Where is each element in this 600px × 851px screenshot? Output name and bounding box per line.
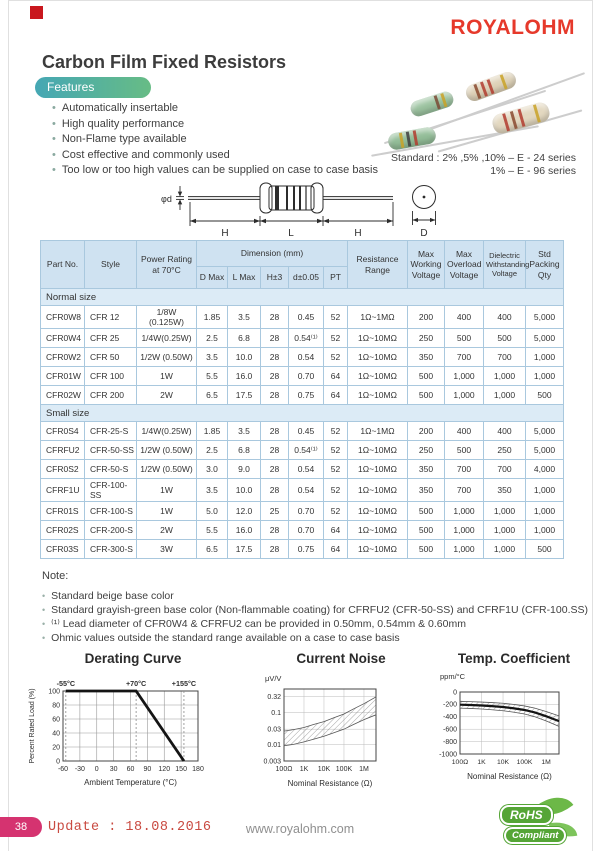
svg-text:90: 90 xyxy=(143,766,152,773)
table-cell: 1Ω~10MΩ xyxy=(348,386,408,405)
table-row xyxy=(41,479,564,502)
table-cell: CFR-300-S xyxy=(85,540,137,559)
col-style: Style xyxy=(85,241,137,289)
table-cell: 28 xyxy=(261,306,289,329)
table-cell: 1Ω~10MΩ xyxy=(348,329,408,348)
table-cell: 28 xyxy=(261,521,289,540)
table-cell: 28 xyxy=(261,479,289,502)
table-cell: 3.5 xyxy=(228,306,261,329)
svg-text:0: 0 xyxy=(56,758,60,766)
col-dimension: Dimension (mm) xyxy=(197,241,348,267)
table-cell: 1/4W(0.25W) xyxy=(137,329,197,348)
table-cell: CFR03S xyxy=(41,540,85,559)
table-cell: 500 xyxy=(408,386,445,405)
features-list xyxy=(52,101,378,179)
table-cell: 16.0 xyxy=(228,367,261,386)
table-cell: 1Ω~10MΩ xyxy=(348,502,408,521)
svg-text:60: 60 xyxy=(52,716,60,724)
table-cell: 5,000 xyxy=(526,306,564,329)
temp-coefficient-svg xyxy=(434,667,594,797)
table-cell: 1,000 xyxy=(445,540,484,559)
corner-red-square-icon xyxy=(30,6,43,19)
svg-text:-600: -600 xyxy=(442,726,457,734)
svg-text:1K: 1K xyxy=(477,759,486,766)
table-cell: 500 xyxy=(408,502,445,521)
table-cell: 400 xyxy=(445,422,484,441)
table-cell: 1/2W (0.50W) xyxy=(137,441,197,460)
table-section-normal-size xyxy=(41,289,564,306)
table-cell: 1Ω~10MΩ xyxy=(348,367,408,386)
derating-curve-svg xyxy=(24,667,242,797)
table-cell: CFR0S4 xyxy=(41,422,85,441)
svg-text:Percent Rated Load (%): Percent Rated Load (%) xyxy=(29,688,36,764)
table-cell: 0.70 xyxy=(289,502,324,521)
website-link[interactable]: www.royalohm.com xyxy=(245,822,355,836)
table-cell: 250 xyxy=(484,441,526,460)
label-h-left: H xyxy=(221,228,229,239)
table-cell: 6.8 xyxy=(228,329,261,348)
table-cell: 17.5 xyxy=(228,540,261,559)
svg-text:ppm/°C: ppm/°C xyxy=(440,672,466,681)
svg-text:μV/V: μV/V xyxy=(265,674,282,683)
spec-table xyxy=(40,240,564,559)
current-noise-svg xyxy=(255,667,427,797)
svg-text:1M: 1M xyxy=(359,766,369,773)
col-pt: PT xyxy=(324,267,348,289)
table-cell: 1,000 xyxy=(526,502,564,521)
table-cell: 52 xyxy=(324,422,348,441)
table-cell: 700 xyxy=(484,460,526,479)
table-cell: CFR02W xyxy=(41,386,85,405)
table-row xyxy=(41,521,564,540)
derating-curve-chart xyxy=(24,651,242,802)
chart-title-tempco: Temp. Coefficient xyxy=(457,651,571,666)
table-cell: 1,000 xyxy=(445,502,484,521)
table-cell: CFR0W8 xyxy=(41,306,85,329)
label-l: L xyxy=(288,228,294,239)
table-cell: 0.54 xyxy=(289,460,324,479)
table-cell: 5,000 xyxy=(526,329,564,348)
table-cell: 3.0 xyxy=(197,460,228,479)
table-cell: 500 xyxy=(526,386,564,405)
table-cell: 28 xyxy=(261,348,289,367)
page-number-badge: 38 xyxy=(0,817,42,837)
table-cell: 28 xyxy=(261,386,289,405)
svg-text:0: 0 xyxy=(453,689,457,697)
table-cell: 4,000 xyxy=(526,460,564,479)
table-cell: 64 xyxy=(324,521,348,540)
table-cell: 500 xyxy=(445,329,484,348)
table-cell: 1.85 xyxy=(197,306,228,329)
col-l-max: L Max xyxy=(228,267,261,289)
table-cell: 1,000 xyxy=(445,521,484,540)
table-cell: 350 xyxy=(408,479,445,502)
table-cell: 350 xyxy=(408,460,445,479)
svg-text:100: 100 xyxy=(48,688,60,696)
section-label: Small size xyxy=(41,405,564,422)
table-cell: 700 xyxy=(445,460,484,479)
table-cell: 52 xyxy=(324,479,348,502)
table-cell: 250 xyxy=(408,329,445,348)
table-cell: 1,000 xyxy=(526,367,564,386)
table-cell: 28 xyxy=(261,329,289,348)
table-cell: CFR 100 xyxy=(85,367,137,386)
table-cell: 64 xyxy=(324,540,348,559)
table-cell: 2.5 xyxy=(197,329,228,348)
table-cell: 0.54⁽¹⁾ xyxy=(289,329,324,348)
feature-item: • Non-Flame type available xyxy=(52,132,378,148)
table-cell: CFR0W4 xyxy=(41,329,85,348)
table-cell: 1Ω~10MΩ xyxy=(348,348,408,367)
table-cell: 400 xyxy=(484,422,526,441)
dimension-drawing xyxy=(150,178,450,240)
table-cell: 500 xyxy=(408,540,445,559)
note-list xyxy=(42,589,588,645)
features-badge: Features xyxy=(35,77,151,98)
col-dielectric: Dielectric Withstanding Voltage xyxy=(484,241,526,289)
table-row xyxy=(41,460,564,479)
table-cell: CFR0S2 xyxy=(41,460,85,479)
svg-text:150: 150 xyxy=(175,766,187,773)
note-item: • Standard grayish-green base color (Non-flammable coating) for CFRFU2 (CFR-50-SS) and CFRF1U (CFR-100.SS) xyxy=(42,603,588,617)
svg-text:-200: -200 xyxy=(442,701,457,709)
col-resistance-range: Resistance Range xyxy=(348,241,408,289)
table-cell: 10.0 xyxy=(228,348,261,367)
table-cell: 3.5 xyxy=(228,422,261,441)
col-h: H±3 xyxy=(261,267,289,289)
page-title: Carbon Film Fixed Resistors xyxy=(42,52,287,72)
svg-text:-1000: -1000 xyxy=(439,751,457,759)
label-h-right: H xyxy=(354,228,362,239)
current-noise-chart xyxy=(255,651,427,802)
table-cell: 200 xyxy=(408,422,445,441)
table-cell: 1,000 xyxy=(484,521,526,540)
table-cell: 1/4W(0.25W) xyxy=(137,422,197,441)
table-cell: 1,000 xyxy=(445,386,484,405)
table-cell: 2.5 xyxy=(197,441,228,460)
table-cell: CFRF1U xyxy=(41,479,85,502)
table-cell: 52 xyxy=(324,348,348,367)
table-cell: 500 xyxy=(445,441,484,460)
table-cell: 3W xyxy=(137,540,197,559)
table-row xyxy=(41,306,564,329)
table-cell: 0.54 xyxy=(289,479,324,502)
table-row xyxy=(41,422,564,441)
table-cell: 0.70 xyxy=(289,521,324,540)
svg-text:0.32: 0.32 xyxy=(267,693,281,701)
svg-text:180: 180 xyxy=(192,766,204,773)
section-label: Normal size xyxy=(41,289,564,306)
table-cell: 6.5 xyxy=(197,540,228,559)
feature-item: • Cost effective and commonly used xyxy=(52,148,378,164)
table-cell: 1W xyxy=(137,367,197,386)
table-cell: CFR 25 xyxy=(85,329,137,348)
standard-series-note xyxy=(391,152,576,178)
svg-text:0.03: 0.03 xyxy=(267,726,281,734)
table-cell: CFR 50 xyxy=(85,348,137,367)
table-cell: 52 xyxy=(324,502,348,521)
svg-text:Ambient Temperature (°C): Ambient Temperature (°C) xyxy=(84,778,177,787)
table-cell: 0.75 xyxy=(289,540,324,559)
svg-text:30: 30 xyxy=(109,766,118,773)
table-cell: CFR-100-SS xyxy=(85,479,137,502)
resistor-body-green xyxy=(409,90,456,119)
resistor-photo xyxy=(380,78,585,154)
table-cell: 0.70 xyxy=(289,367,324,386)
table-cell: 1,000 xyxy=(484,367,526,386)
table-cell: 1,000 xyxy=(526,348,564,367)
table-cell: 52 xyxy=(324,329,348,348)
table-row xyxy=(41,367,564,386)
table-cell: 5,000 xyxy=(526,441,564,460)
table-cell: 5,000 xyxy=(526,422,564,441)
table-cell: 1,000 xyxy=(484,386,526,405)
table-cell: 1.85 xyxy=(197,422,228,441)
table-cell: 350 xyxy=(408,348,445,367)
table-cell: CFR-25-S xyxy=(85,422,137,441)
table-cell: 1,000 xyxy=(445,367,484,386)
label-phi-d: φd xyxy=(161,194,172,204)
col-d-max: D Max xyxy=(197,267,228,289)
table-section-small-size xyxy=(41,405,564,422)
table-cell: 28 xyxy=(261,422,289,441)
table-cell: 1Ω~1MΩ xyxy=(348,306,408,329)
svg-text:0.01: 0.01 xyxy=(267,741,281,749)
svg-text:-30: -30 xyxy=(74,766,85,773)
table-cell: CFR-50-S xyxy=(85,460,137,479)
table-cell: CFR 200 xyxy=(85,386,137,405)
svg-text:100Ω: 100Ω xyxy=(275,766,293,773)
note-item: • ⁽¹⁾ Lead diameter of CFR0W4 & CFRFU2 can be provided in 0.50mm, 0.54mm & 0.60mm xyxy=(42,617,588,631)
feature-item: • High quality performance xyxy=(52,117,378,133)
table-cell: 6.5 xyxy=(197,386,228,405)
table-cell: 700 xyxy=(445,479,484,502)
table-row xyxy=(41,441,564,460)
table-cell: 5.5 xyxy=(197,367,228,386)
note-title: Note: xyxy=(42,570,69,582)
table-cell: 350 xyxy=(484,479,526,502)
table-cell: 0.45 xyxy=(289,422,324,441)
svg-text:10K: 10K xyxy=(496,759,510,766)
rohs-label: RoHS xyxy=(500,805,553,825)
col-std-packing: Std Packing Qty xyxy=(526,241,564,289)
standard-line1: Standard : 2% ,5% ,10% – E - 24 series xyxy=(390,152,576,164)
table-cell: 1Ω~10MΩ xyxy=(348,540,408,559)
table-cell: 250 xyxy=(408,441,445,460)
table-cell: CFR0W2 xyxy=(41,348,85,367)
table-cell: 28 xyxy=(261,367,289,386)
svg-text:Nominal Resistance (Ω): Nominal Resistance (Ω) xyxy=(467,772,552,781)
svg-text:-55°C: -55°C xyxy=(56,679,76,688)
table-cell: 9.0 xyxy=(228,460,261,479)
table-row xyxy=(41,329,564,348)
table-cell: CFR-100-S xyxy=(85,502,137,521)
svg-text:10K: 10K xyxy=(317,766,331,773)
chart-title-derating: Derating Curve xyxy=(84,651,182,666)
table-cell: 1Ω~10MΩ xyxy=(348,521,408,540)
table-cell: 0.54⁽¹⁾ xyxy=(289,441,324,460)
table-cell: 1/2W (0.50W) xyxy=(137,460,197,479)
svg-text:-60: -60 xyxy=(57,766,69,773)
svg-text:+70°C: +70°C xyxy=(125,679,147,688)
table-cell: 3.5 xyxy=(197,348,228,367)
svg-text:Nominal Resistance (Ω): Nominal Resistance (Ω) xyxy=(287,779,373,788)
col-power-rating: Power Rating at 70°C xyxy=(137,241,197,289)
table-cell: 16.0 xyxy=(228,521,261,540)
chart-title-noise: Current Noise xyxy=(296,651,386,666)
table-cell: 1Ω~10MΩ xyxy=(348,460,408,479)
table-cell: 2W xyxy=(137,386,197,405)
svg-text:0.1: 0.1 xyxy=(271,710,281,718)
svg-text:-400: -400 xyxy=(442,714,457,722)
col-part-no: Part No. xyxy=(41,241,85,289)
svg-text:100K: 100K xyxy=(516,759,533,766)
table-cell: 400 xyxy=(445,306,484,329)
col-d-lead: d±0.05 xyxy=(289,267,324,289)
table-cell: 10.0 xyxy=(228,479,261,502)
table-cell: 25 xyxy=(261,502,289,521)
svg-text:+155°C: +155°C xyxy=(171,679,197,688)
table-cell: 500 xyxy=(526,540,564,559)
table-cell: 5.0 xyxy=(197,502,228,521)
table-cell: 1,000 xyxy=(484,540,526,559)
table-cell: 700 xyxy=(445,348,484,367)
col-max-overload: Max Overload Voltage xyxy=(445,241,484,289)
rohs-compliant-label: Compliant xyxy=(504,827,566,844)
table-row xyxy=(41,386,564,405)
svg-text:40: 40 xyxy=(52,730,60,738)
table-cell: 400 xyxy=(484,306,526,329)
table-cell: 52 xyxy=(324,460,348,479)
note-block xyxy=(42,570,588,645)
table-row xyxy=(41,348,564,367)
label-d: D xyxy=(420,228,428,239)
svg-text:1M: 1M xyxy=(541,759,551,766)
svg-text:-800: -800 xyxy=(442,738,457,746)
feature-item: • Automatically insertable xyxy=(52,101,378,117)
table-cell: 1W xyxy=(137,502,197,521)
svg-text:120: 120 xyxy=(158,766,171,773)
svg-text:0.003: 0.003 xyxy=(263,758,281,766)
brand-logo: ROYALOHM xyxy=(450,16,575,39)
feature-item: • Too low or too high values can be supplied on case to case basis xyxy=(52,163,378,179)
svg-text:0: 0 xyxy=(94,766,99,773)
table-cell: 1,000 xyxy=(484,502,526,521)
table-cell: 52 xyxy=(324,441,348,460)
table-cell: 52 xyxy=(324,306,348,329)
table-cell: 1Ω~10MΩ xyxy=(348,441,408,460)
table-cell: 1,000 xyxy=(526,521,564,540)
table-cell: 200 xyxy=(408,306,445,329)
svg-text:100K: 100K xyxy=(335,766,353,773)
note-item: • Ohmic values outside the standard range available on a case to case basis xyxy=(42,631,588,645)
table-cell: 12.0 xyxy=(228,502,261,521)
table-cell: CFRFU2 xyxy=(41,441,85,460)
svg-text:100Ω: 100Ω xyxy=(451,759,469,766)
svg-text:20: 20 xyxy=(52,744,60,752)
col-max-working: Max Working Voltage xyxy=(408,241,445,289)
table-cell: CFR01W xyxy=(41,367,85,386)
table-cell: 1/2W (0.50W) xyxy=(137,348,197,367)
rohs-compliant-logo xyxy=(494,797,576,851)
table-cell: CFR 12 xyxy=(85,306,137,329)
note-item: • Standard beige base color xyxy=(42,589,588,603)
table-row xyxy=(41,502,564,521)
table-cell: 1,000 xyxy=(526,479,564,502)
table-cell: CFR02S xyxy=(41,521,85,540)
table-cell: 28 xyxy=(261,540,289,559)
table-cell: 0.75 xyxy=(289,386,324,405)
table-cell: 64 xyxy=(324,367,348,386)
table-cell: 1/8W (0.125W) xyxy=(137,306,197,329)
standard-line2: 1% – E - 96 series xyxy=(490,165,576,177)
table-cell: 3.5 xyxy=(197,479,228,502)
table-cell: 1W xyxy=(137,479,197,502)
svg-text:80: 80 xyxy=(52,702,60,710)
table-cell: 2W xyxy=(137,521,197,540)
update-date: Update : 18.08.2016 xyxy=(48,820,212,835)
table-cell: 0.54 xyxy=(289,348,324,367)
table-cell: 17.5 xyxy=(228,386,261,405)
table-cell: CFR-200-S xyxy=(85,521,137,540)
table-cell: 28 xyxy=(261,441,289,460)
table-cell: 500 xyxy=(408,521,445,540)
table-cell: 700 xyxy=(484,348,526,367)
svg-text:60: 60 xyxy=(126,766,135,773)
svg-text:1K: 1K xyxy=(299,766,309,773)
table-cell: 64 xyxy=(324,386,348,405)
table-cell: 1Ω~1MΩ xyxy=(348,422,408,441)
table-row xyxy=(41,540,564,559)
table-cell: CFR01S xyxy=(41,502,85,521)
table-cell: 6.8 xyxy=(228,441,261,460)
table-cell: CFR-50-SS xyxy=(85,441,137,460)
table-cell: 500 xyxy=(484,329,526,348)
temp-coefficient-chart xyxy=(434,651,594,802)
table-cell: 5.5 xyxy=(197,521,228,540)
table-cell: 28 xyxy=(261,460,289,479)
table-cell: 500 xyxy=(408,367,445,386)
table-cell: 1Ω~10MΩ xyxy=(348,479,408,502)
table-cell: 0.45 xyxy=(289,306,324,329)
